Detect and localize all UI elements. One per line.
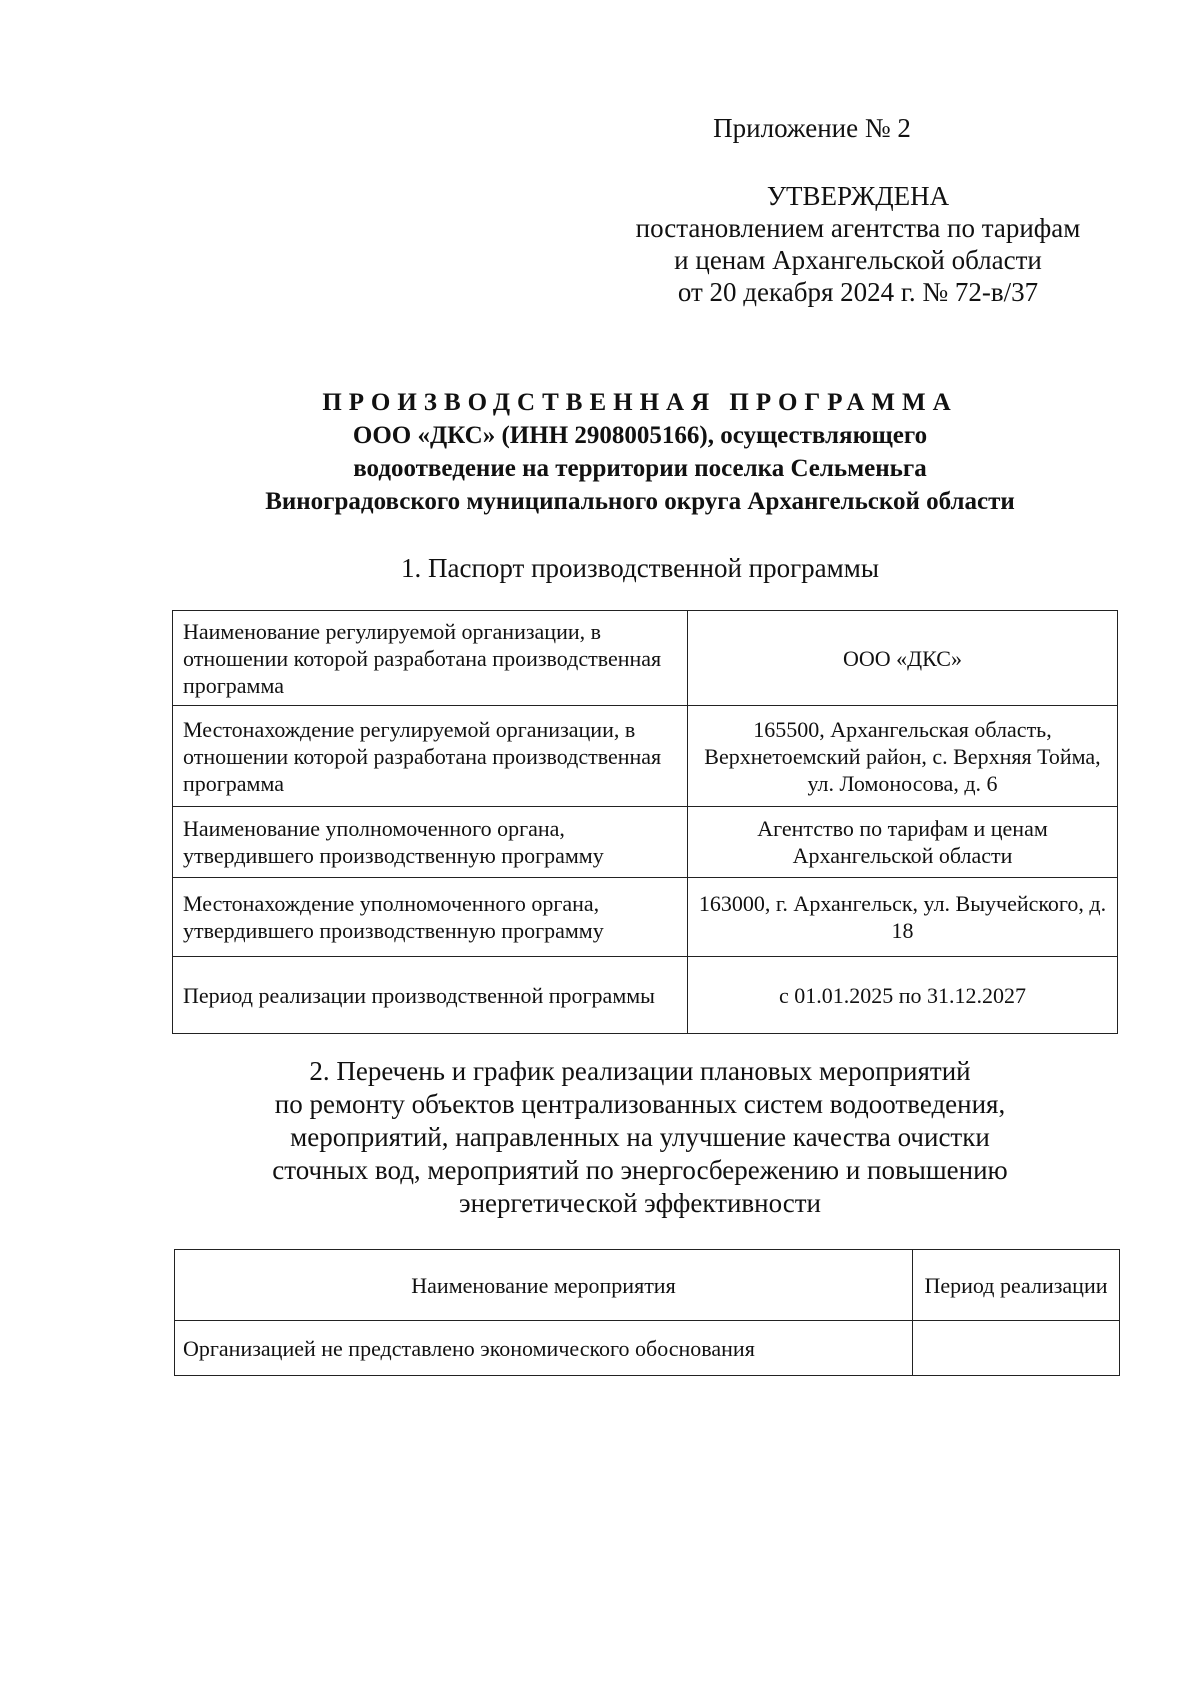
appendix-label: Приложение № 2 xyxy=(713,113,911,143)
passport-key: Период реализации производственной программы xyxy=(173,957,688,1034)
approval-block xyxy=(600,180,1116,308)
measure-period-cell xyxy=(913,1321,1120,1376)
approval-line: и ценам Архангельской области xyxy=(674,245,1042,275)
table-row xyxy=(173,706,1118,807)
title-line: водоотведение на территории поселка Сельменьга xyxy=(353,455,927,482)
document-title xyxy=(160,386,1120,518)
table-row xyxy=(173,611,1118,706)
section2-heading-line: мероприятий, направленных на улучшение качества очистки xyxy=(290,1122,990,1152)
measures-table xyxy=(174,1249,1120,1376)
passport-value: Агентство по тарифам и ценам Архангельской области xyxy=(688,807,1118,878)
passport-key: Местонахождение регулируемой организации, в отношении которой разработана производственная программа xyxy=(173,706,688,807)
passport-key: Наименование уполномоченного органа, утвердившего производственную программу xyxy=(173,807,688,878)
passport-key: Местонахождение уполномоченного органа, утвердившего производственную программу xyxy=(173,878,688,957)
table-row xyxy=(173,878,1118,957)
passport-value: ООО «ДКС» xyxy=(688,611,1118,706)
section1-heading: 1. Паспорт производственной программы xyxy=(401,553,879,583)
title-line: Виноградовского муниципального округа Архангельской области xyxy=(265,488,1015,515)
passport-value: 165500, Архангельская область, Верхнетоемский район, с. Верхняя Тойма, ул. Ломоносова, д. 6 xyxy=(688,706,1118,807)
table-row xyxy=(173,957,1118,1034)
passport-table xyxy=(172,610,1118,1034)
table-row xyxy=(175,1321,1120,1376)
title-line: ООО «ДКС» (ИНН 2908005166), осуществляющего xyxy=(352,422,928,449)
passport-key: Наименование регулируемой организации, в отношении которой разработана производственная программа xyxy=(173,611,688,706)
passport-value: с 01.01.2025 по 31.12.2027 xyxy=(688,957,1118,1034)
passport-value: 163000, г. Архангельск, ул. Выучейского, д. 18 xyxy=(688,878,1118,957)
section2-heading-line: 2. Перечень и график реализации плановых мероприятий xyxy=(309,1056,971,1086)
table-row xyxy=(173,807,1118,878)
section2-heading-line: сточных вод, мероприятий по энергосбережению и повышению xyxy=(272,1155,1008,1185)
section2-heading-line: энергетической эффективности xyxy=(459,1188,821,1218)
approval-line: постановлением агентства по тарифам xyxy=(635,213,1081,243)
table-header-row xyxy=(175,1250,1120,1321)
column-header-period: Период реализации xyxy=(913,1250,1120,1321)
approved-label: УТВЕРЖДЕНА xyxy=(766,181,950,211)
column-header-name: Наименование мероприятия xyxy=(175,1250,913,1321)
approval-line: от 20 декабря 2024 г. № 72-в/37 xyxy=(677,277,1039,307)
title-line: ПРОИЗВОДСТВЕННАЯ ПРОГРАММА xyxy=(322,389,958,416)
section2-heading xyxy=(160,1055,1120,1220)
measure-name-cell: Организацией не представлено экономического обоснования xyxy=(175,1321,913,1376)
section2-heading-line: по ремонту объектов централизованных систем водоотведения, xyxy=(274,1089,1006,1119)
